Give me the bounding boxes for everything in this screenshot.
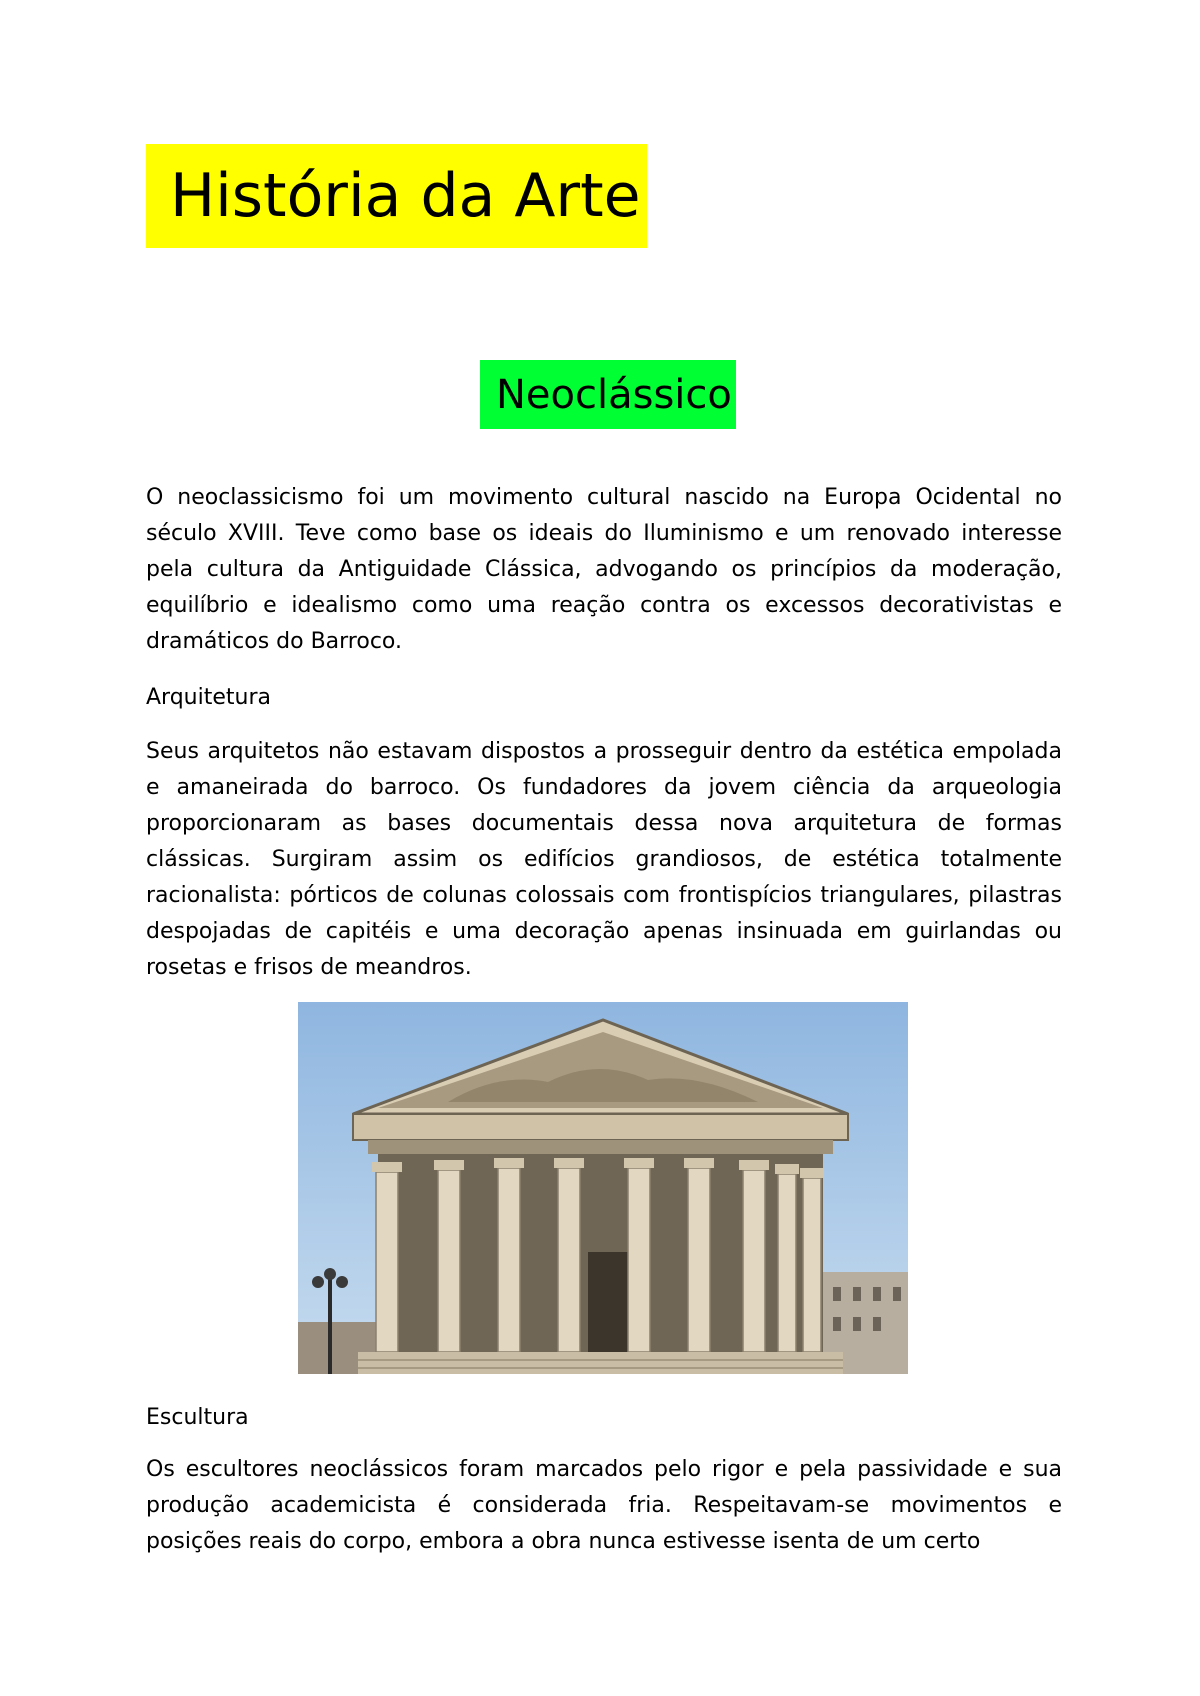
lamp-post	[328, 1277, 332, 1374]
sculpture-paragraph: Os escultores neoclássicos foram marcados pelo rigor e pela passividade e sua produção academicista é considerada fria. Respeitavam-se movimentos e posições reais do corpo, embora a obra nunca estivesse isenta de um certo	[146, 1457, 1062, 1554]
document-title: História da Arte	[146, 144, 647, 248]
steps	[358, 1352, 843, 1374]
temple-photo	[298, 1002, 908, 1374]
sculpture-heading: Escultura	[146, 1405, 249, 1430]
architecture-paragraph: Seus arquitetos não estavam dispostos a prosseguir dentro da estética empolada e amaneirada do barroco. Os fundadores da jovem ciência da arqueologia proporcionaram as bases documentais dessa nova arquitetura de formas clássicas. Surgiram assim os edifícios grandiosos, de estética totalmente racionalista: pórticos de colunas colossais com frontispícios triangulares, pilastras despojadas de capitéis e uma decoração apenas insinuada em guirlandas ou rosetas e frisos de meandros.	[146, 739, 1062, 980]
architecture-heading: Arquitetura	[146, 685, 271, 710]
intro-paragraph: O neoclassicismo foi um movimento cultural nascido na Europa Ocidental no século XVIII. Teve como base os ideais do Iluminismo e um renovado interesse pela cultura da Antiguidade Clássica, advogando os princípios da moderação, equilíbrio e idealismo como uma reação contra os excessos decorativistas e dramáticos do Barroco.	[146, 485, 1062, 654]
section-title: Neoclássico	[480, 360, 736, 429]
entablature	[353, 1114, 848, 1140]
